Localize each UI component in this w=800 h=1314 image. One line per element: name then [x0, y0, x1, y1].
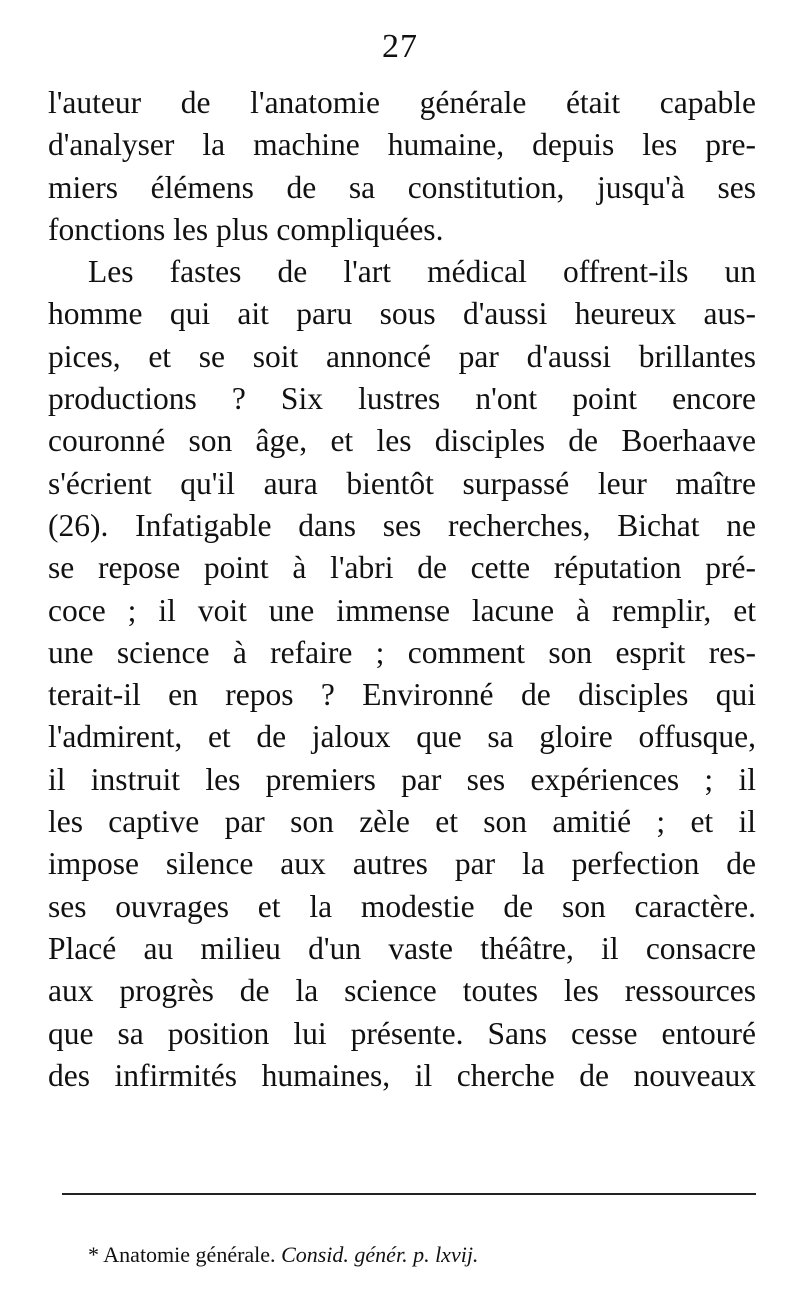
footnote: [88, 1242, 478, 1268]
text-line: miers élémens de sa constitution, jusqu'à ses: [48, 169, 756, 205]
text-line: aux progrès de la science toutes les ressources: [48, 973, 756, 1009]
text-line: terait-il en repos ? Environné de disciples qui: [48, 677, 756, 713]
text-line: Les fastes de l'art médical offrent-ils un: [88, 254, 756, 290]
text-line: une science à refaire ; comment son esprit res-: [48, 634, 756, 670]
footnote-text: Anatomie générale.: [103, 1242, 276, 1267]
text-line: fonctions les plus compliquées.: [48, 211, 444, 247]
body-text: [48, 82, 756, 1097]
text-line: s'écrient qu'il aura bientôt surpassé leur maître: [48, 465, 756, 501]
text-line: il instruit les premiers par ses expériences ; il: [48, 761, 756, 797]
text-line: couronné son âge, et les disciples de Boerhaave: [48, 423, 756, 459]
text-line: se repose point à l'abri de cette réputation pré-: [48, 550, 756, 586]
text-line: que sa position lui présente. Sans cesse entouré: [48, 1015, 756, 1051]
text-line: (26). Infatigable dans ses recherches, Bichat ne: [48, 507, 756, 543]
text-line: pices, et se soit annoncé par d'aussi brillantes: [48, 338, 756, 374]
text-line: productions ? Six lustres n'ont point encore: [48, 381, 756, 417]
text-line: impose silence aux autres par la perfection de: [48, 846, 756, 882]
text-line: homme qui ait paru sous d'aussi heureux aus-: [48, 296, 756, 332]
text-line: les captive par son zèle et son amitié ; et il: [48, 804, 756, 840]
text-line: des infirmités humaines, il cherche de nouveaux: [48, 1057, 756, 1093]
text-line: ses ouvrages et la modestie de son caractère.: [48, 888, 756, 924]
footnote-marker: *: [88, 1242, 99, 1267]
footnote-reference: Consid. génér. p. lxvij.: [281, 1242, 479, 1267]
text-line: Placé au milieu d'un vaste théâtre, il consacre: [48, 930, 756, 966]
page-number: 27: [382, 28, 418, 65]
text-line: coce ; il voit une immense lacune à remplir, et: [48, 592, 756, 628]
text-line: l'admirent, et de jaloux que sa gloire offusque,: [48, 719, 756, 755]
footnote-divider: [62, 1193, 756, 1195]
text-line: d'analyser la machine humaine, depuis les pre-: [48, 127, 756, 163]
text-line: l'auteur de l'anatomie générale était capable: [48, 85, 756, 120]
